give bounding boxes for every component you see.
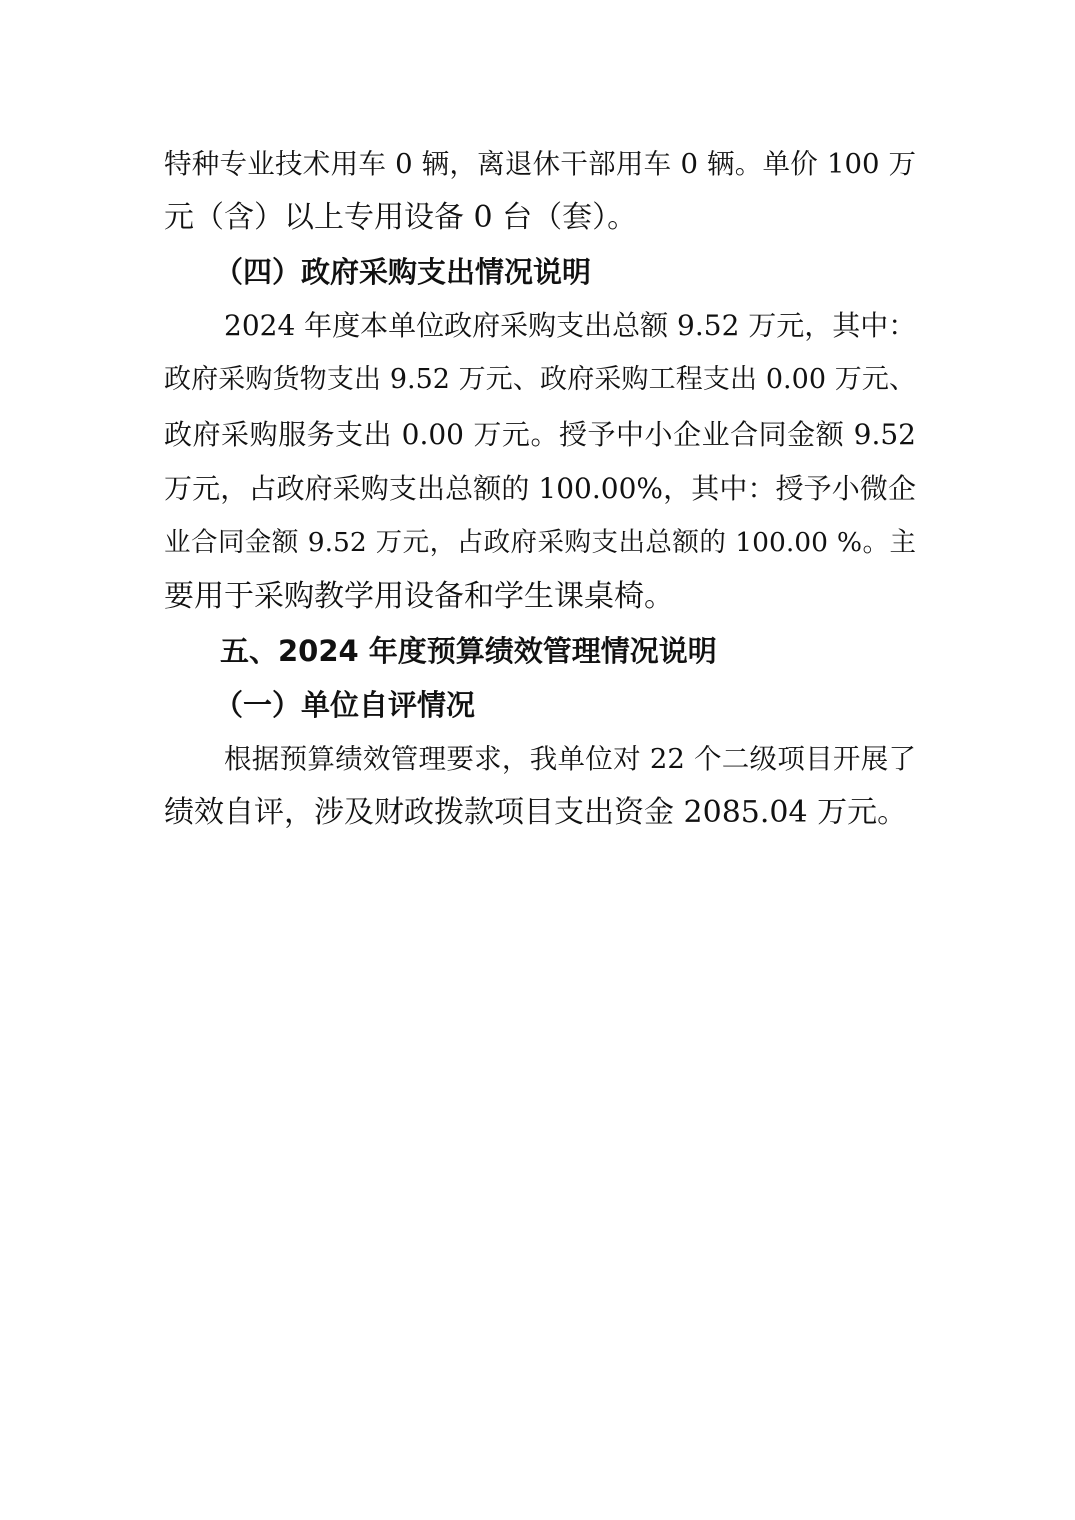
section-heading-self-evaluation: （一）单位自评情况 <box>214 688 476 722</box>
paragraph-line: 业合同金额 9.52 万元，占政府采购支出总额的 100.00 %。主 <box>164 527 916 558</box>
paragraph-line: 要用于采购教学用设备和学生课桌椅。 <box>164 579 674 614</box>
paragraph-line: 政府采购服务支出 0.00 万元。授予中小企业合同金额 9.52 <box>164 418 916 451</box>
paragraph-line: 政府采购货物支出 9.52 万元、政府采购工程支出 0.00 万元、 <box>164 364 916 395</box>
paragraph-line: 元（含）以上专用设备 0 台（套）。 <box>164 200 638 235</box>
section-heading-procurement: （四）政府采购支出情况说明 <box>214 255 592 289</box>
paragraph-line: 绩效自评，涉及财政拨款项目支出资金 2085.04 万元。 <box>164 795 908 830</box>
paragraph-line: 2024 年度本单位政府采购支出总额 9.52 万元，其中： <box>224 309 916 342</box>
paragraph-line: 万元，占政府采购支出总额的 100.00%，其中：授予小微企 <box>164 472 916 505</box>
section-heading-budget-performance: 五、2024 年度预算绩效管理情况说明 <box>220 634 717 668</box>
paragraph-line: 根据预算绩效管理要求，我单位对 22 个二级项目开展了 <box>224 743 916 775</box>
paragraph-line: 特种专业技术用车 0 辆，离退休干部用车 0 辆。单价 100 万 <box>164 148 916 180</box>
